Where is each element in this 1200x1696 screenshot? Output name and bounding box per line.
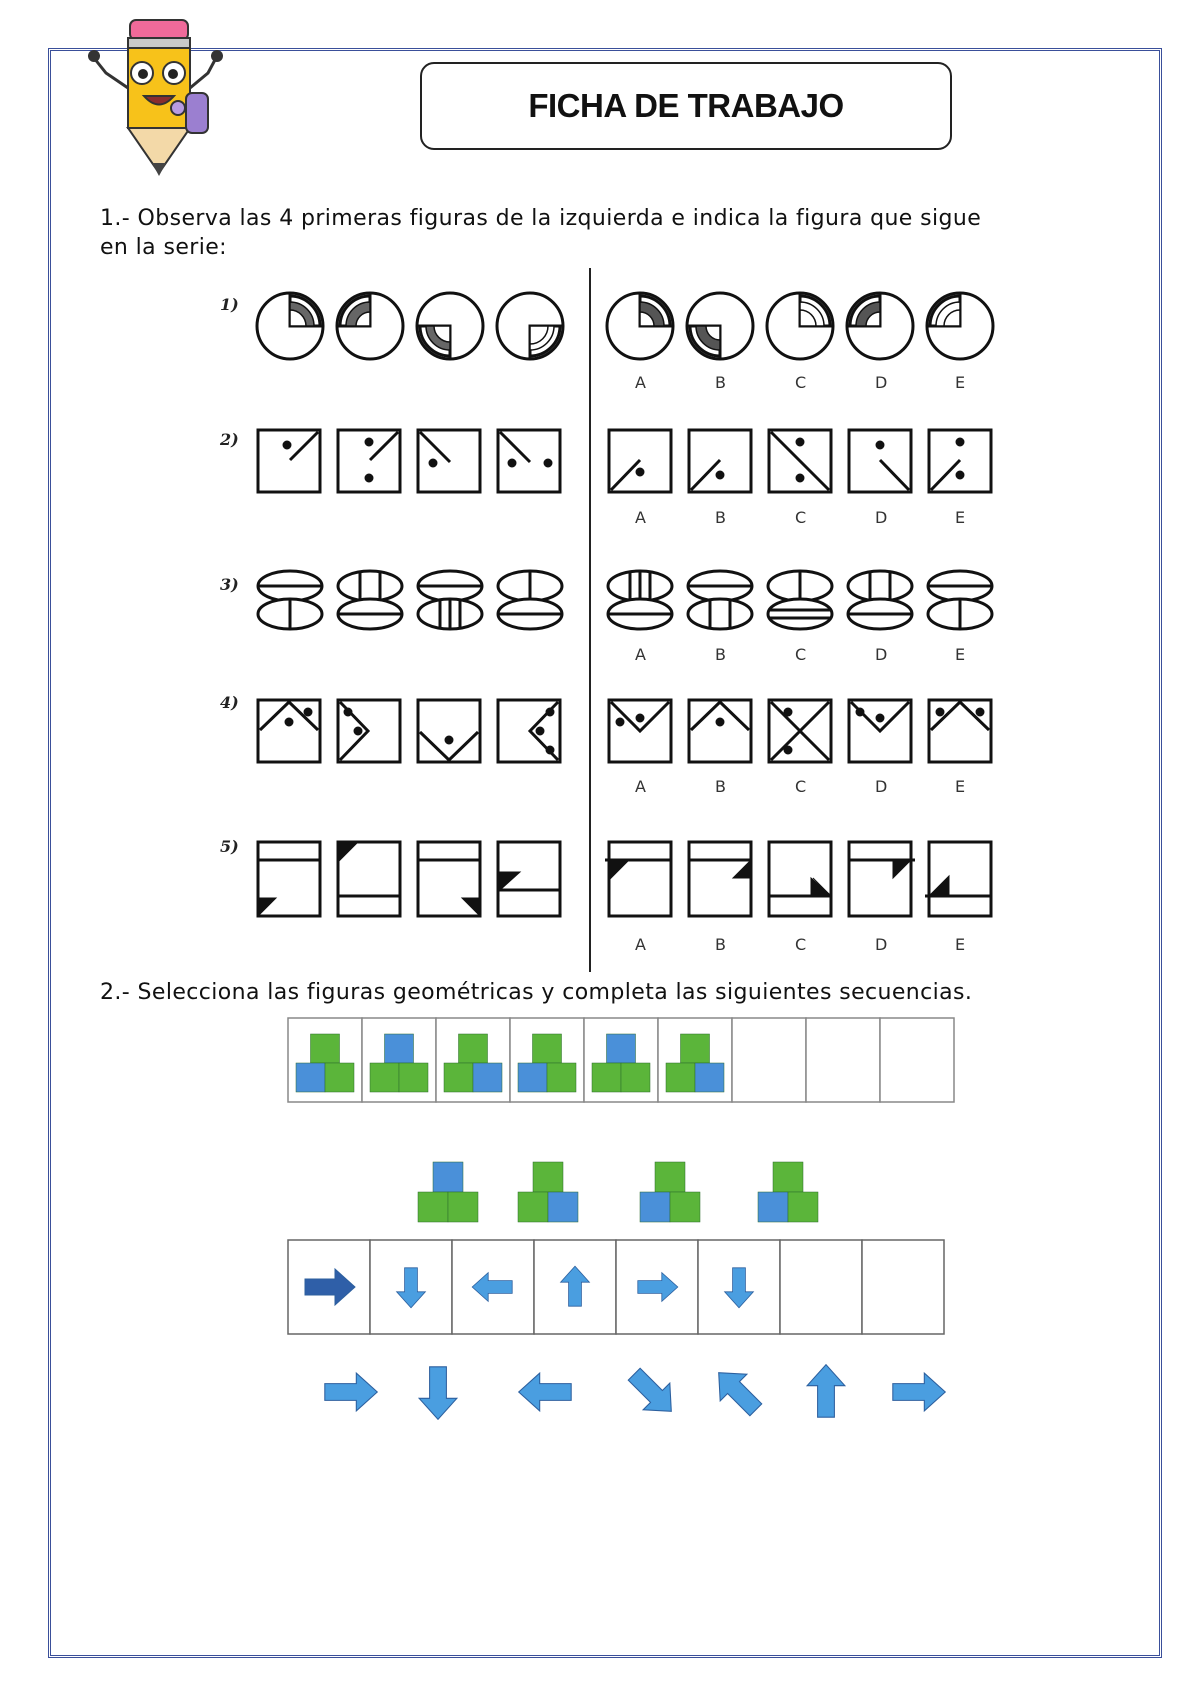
option-a-figure[interactable] xyxy=(607,293,673,359)
option-d-figure[interactable] xyxy=(849,700,911,762)
option-e-figure[interactable] xyxy=(927,293,993,359)
square-figure xyxy=(258,842,320,916)
option-a-figure[interactable] xyxy=(609,430,671,492)
option-label: E xyxy=(955,508,966,527)
arrow-left-icon[interactable] xyxy=(519,1373,572,1411)
sequence-cell[interactable] xyxy=(806,1018,880,1102)
block-option[interactable] xyxy=(418,1162,478,1222)
option-label: A xyxy=(635,777,646,796)
arrow-down-right-icon[interactable] xyxy=(621,1361,685,1425)
sequence-cell[interactable] xyxy=(732,1018,806,1102)
option-label: D xyxy=(875,508,888,527)
block-option[interactable] xyxy=(758,1162,818,1222)
row-number: 4) xyxy=(220,693,239,712)
question-1-figures xyxy=(0,260,1200,980)
arrow-sequence-cell[interactable] xyxy=(862,1240,944,1334)
option-label: C xyxy=(795,645,807,664)
square-figure xyxy=(498,842,560,916)
option-label: C xyxy=(795,777,807,796)
square-figure xyxy=(258,700,320,762)
arrow-sequence-cell[interactable] xyxy=(780,1240,862,1334)
square-figure xyxy=(418,700,480,762)
option-c-figure[interactable] xyxy=(767,293,833,359)
option-e-figure[interactable] xyxy=(929,700,991,762)
title-box xyxy=(420,62,952,150)
block-option[interactable] xyxy=(640,1162,700,1222)
option-a-figure[interactable] xyxy=(605,842,671,916)
option-label: B xyxy=(715,373,726,392)
square-figure xyxy=(258,430,320,492)
arrow-up-icon[interactable] xyxy=(807,1365,845,1418)
option-d-figure[interactable] xyxy=(849,842,915,916)
option-d-figure[interactable] xyxy=(847,293,913,359)
circle-figure xyxy=(337,293,403,359)
option-label: E xyxy=(955,777,966,796)
option-label: E xyxy=(955,645,966,664)
option-e-figure[interactable] xyxy=(929,430,991,492)
ellipse-figure xyxy=(338,571,402,629)
row-number: 5) xyxy=(220,837,239,856)
square-figure xyxy=(338,430,400,492)
option-d-figure[interactable] xyxy=(848,571,912,629)
option-b-figure[interactable] xyxy=(688,571,752,629)
option-b-figure[interactable] xyxy=(689,700,751,762)
ellipse-figure xyxy=(418,571,482,629)
option-label: D xyxy=(875,935,888,954)
option-label: B xyxy=(715,935,726,954)
arrow-right-icon[interactable] xyxy=(893,1373,946,1411)
option-c-figure[interactable] xyxy=(769,430,831,492)
square-figure xyxy=(338,842,400,916)
option-e-figure[interactable] xyxy=(925,842,991,916)
option-label: B xyxy=(715,645,726,664)
option-c-figure[interactable] xyxy=(769,842,831,916)
option-label: D xyxy=(875,645,888,664)
row-number: 2) xyxy=(220,430,239,449)
option-label: D xyxy=(875,373,888,392)
option-b-figure[interactable] xyxy=(689,430,751,492)
pencil-mascot-icon xyxy=(86,18,236,178)
question-2-text: 2.- Selecciona las figuras geométricas y completa las siguientes secuencias. xyxy=(100,980,973,1005)
option-e-figure[interactable] xyxy=(928,571,992,629)
question-1-text xyxy=(100,204,981,262)
page-title: FICHA DE TRABAJO xyxy=(528,87,844,124)
question-1-line-1: 1.- Observa las 4 primeras figuras de la izquierda e indica la figura que sigue xyxy=(100,206,982,231)
option-a-figure[interactable] xyxy=(609,700,671,762)
option-label: A xyxy=(635,645,646,664)
arrow-up-left-icon[interactable] xyxy=(705,1359,769,1423)
option-label: A xyxy=(635,508,646,527)
option-d-figure[interactable] xyxy=(849,430,911,492)
option-a-figure[interactable] xyxy=(608,571,672,629)
square-figure xyxy=(338,700,400,762)
square-figure xyxy=(498,700,560,762)
circle-figure xyxy=(497,293,563,359)
row-number: 3) xyxy=(220,575,239,594)
option-label: C xyxy=(795,935,807,954)
square-figure xyxy=(498,430,560,492)
option-c-figure[interactable] xyxy=(769,700,831,762)
ellipse-figure xyxy=(498,571,562,629)
option-b-figure[interactable] xyxy=(687,293,753,359)
ellipse-figure xyxy=(258,571,322,629)
square-figure xyxy=(418,842,480,916)
circle-figure xyxy=(257,293,323,359)
option-label: C xyxy=(795,508,807,527)
option-b-figure[interactable] xyxy=(689,842,751,916)
question-1-line-2: en la serie: xyxy=(100,235,227,260)
sequence-cell[interactable] xyxy=(880,1018,954,1102)
arrow-right-icon[interactable] xyxy=(325,1373,378,1411)
block-option[interactable] xyxy=(518,1162,578,1222)
option-label: D xyxy=(875,777,888,796)
arrow-options xyxy=(0,1340,1200,1440)
option-label: E xyxy=(955,935,966,954)
option-label: B xyxy=(715,508,726,527)
option-label: A xyxy=(635,935,646,954)
option-c-figure[interactable] xyxy=(768,571,832,629)
option-label: E xyxy=(955,373,966,392)
option-label: B xyxy=(715,777,726,796)
circle-figure xyxy=(417,293,483,359)
option-label: A xyxy=(635,373,646,392)
option-label: C xyxy=(795,373,807,392)
row-number: 1) xyxy=(220,295,239,314)
square-figure xyxy=(418,430,480,492)
arrow-down-icon[interactable] xyxy=(419,1367,457,1420)
